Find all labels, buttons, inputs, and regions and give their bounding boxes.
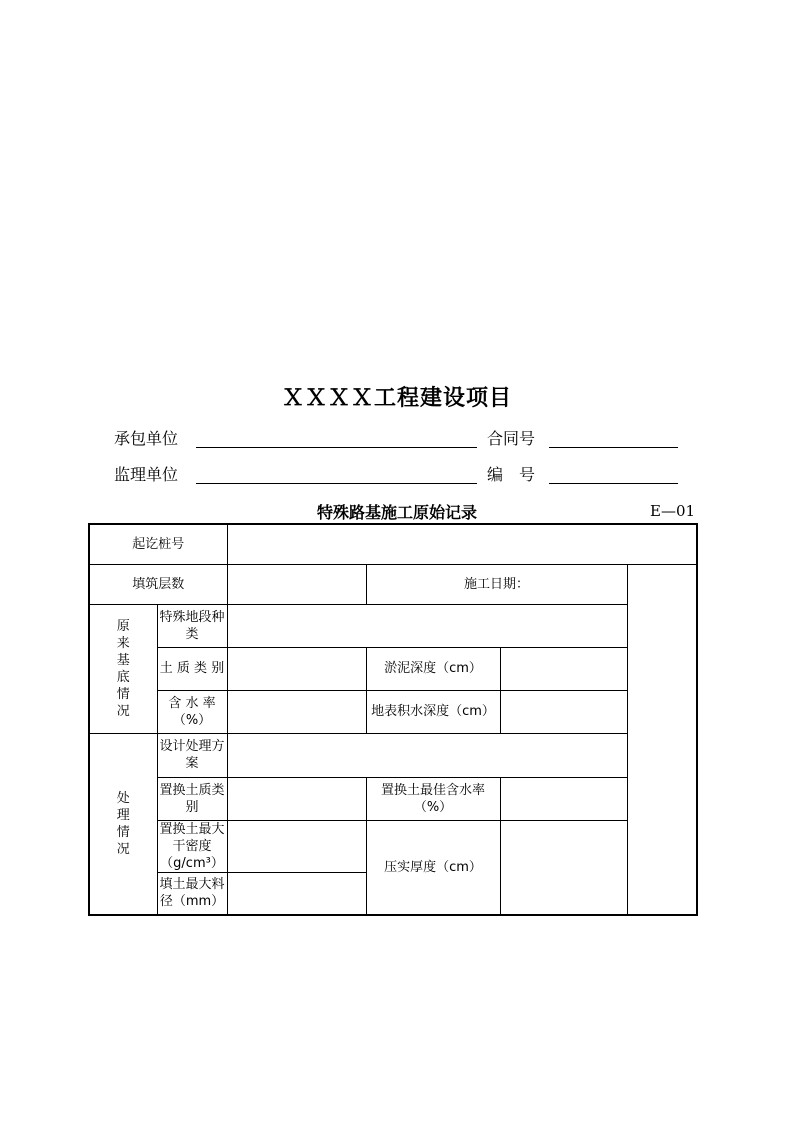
contractor-label: 承包单位: [114, 429, 179, 448]
station-label: 起讫桩号: [89, 524, 227, 564]
max-dry-density-label: [157, 820, 227, 872]
replacement-soil-type-value-cell[interactable]: [227, 777, 366, 820]
optimum-moisture-label: [366, 777, 500, 820]
max-dry-density-value-cell[interactable]: [227, 820, 366, 872]
fill-layers-label: 填筑层数: [89, 564, 227, 604]
replacement-soil-type-label: 置换土质类别: [157, 777, 227, 820]
treatment-char: 况: [116, 841, 130, 857]
record-table: [88, 523, 698, 916]
station-value-cell[interactable]: [227, 524, 697, 564]
original-base-char: 原: [116, 618, 130, 634]
water-content-value-cell[interactable]: [227, 690, 366, 733]
contract-no-line[interactable]: [549, 447, 678, 448]
optimum-moisture-label-line1: 置换土最佳含水率: [381, 782, 486, 798]
contractor-line[interactable]: [196, 447, 477, 448]
max-particle-size-label: 填土最大料径（mm）: [157, 872, 227, 915]
special-section-type-value-cell[interactable]: [227, 604, 627, 647]
form-code: E—01: [650, 502, 696, 520]
treatment-char: 处: [116, 790, 130, 806]
construction-date-label[interactable]: 施工日期：: [366, 564, 627, 604]
treatment-section-label: [89, 733, 157, 915]
compacted-thickness-label: 压实厚度（cm）: [366, 820, 500, 915]
compacted-thickness-value-cell[interactable]: [500, 820, 627, 915]
treatment-char: 理: [116, 807, 130, 823]
supervisor-label: 监理单位: [114, 465, 179, 484]
page-title: ＸＸＸＸ工程建设项目: [281, 386, 512, 411]
form-title: 特殊路基施工原始记录: [316, 503, 477, 522]
original-base-char: 来: [116, 635, 130, 651]
original-base-char: 况: [116, 703, 130, 719]
special-section-type-label: 特殊地段种类: [157, 604, 227, 647]
soil-type-value-cell[interactable]: [227, 647, 366, 690]
max-dry-density-label-line1: 置换土最大干密度: [159, 821, 225, 854]
original-base-section-label: [89, 604, 157, 733]
design-plan-label: 设计处理方案: [157, 733, 227, 777]
design-plan-value-cell[interactable]: [227, 733, 627, 777]
surface-water-depth-value-cell[interactable]: [500, 690, 627, 733]
silt-depth-label: 淤泥深度（cm）: [366, 647, 500, 690]
silt-depth-value-cell[interactable]: [500, 647, 627, 690]
fill-layers-value-cell[interactable]: [227, 564, 366, 604]
serial-no-label: 编 号: [487, 465, 536, 484]
original-base-char: 底: [116, 669, 130, 685]
serial-no-line[interactable]: [549, 483, 678, 484]
soil-type-label: 土 质 类 别: [157, 647, 227, 690]
contract-no-label: 合同号: [487, 429, 536, 448]
supervisor-line[interactable]: [196, 483, 477, 484]
optimum-moisture-value-cell[interactable]: [500, 777, 627, 820]
max-particle-size-value-cell[interactable]: [227, 872, 366, 915]
original-base-char: 基: [116, 652, 130, 668]
surface-water-depth-label: 地表积水深度（cm）: [366, 690, 500, 733]
treatment-char: 情: [116, 824, 130, 840]
original-base-char: 情: [116, 686, 130, 702]
optimum-moisture-label-line2: （%）: [413, 799, 453, 815]
max-dry-density-label-line2: （g/cm³）: [160, 855, 224, 871]
water-content-label: 含 水 率（%）: [157, 690, 227, 733]
